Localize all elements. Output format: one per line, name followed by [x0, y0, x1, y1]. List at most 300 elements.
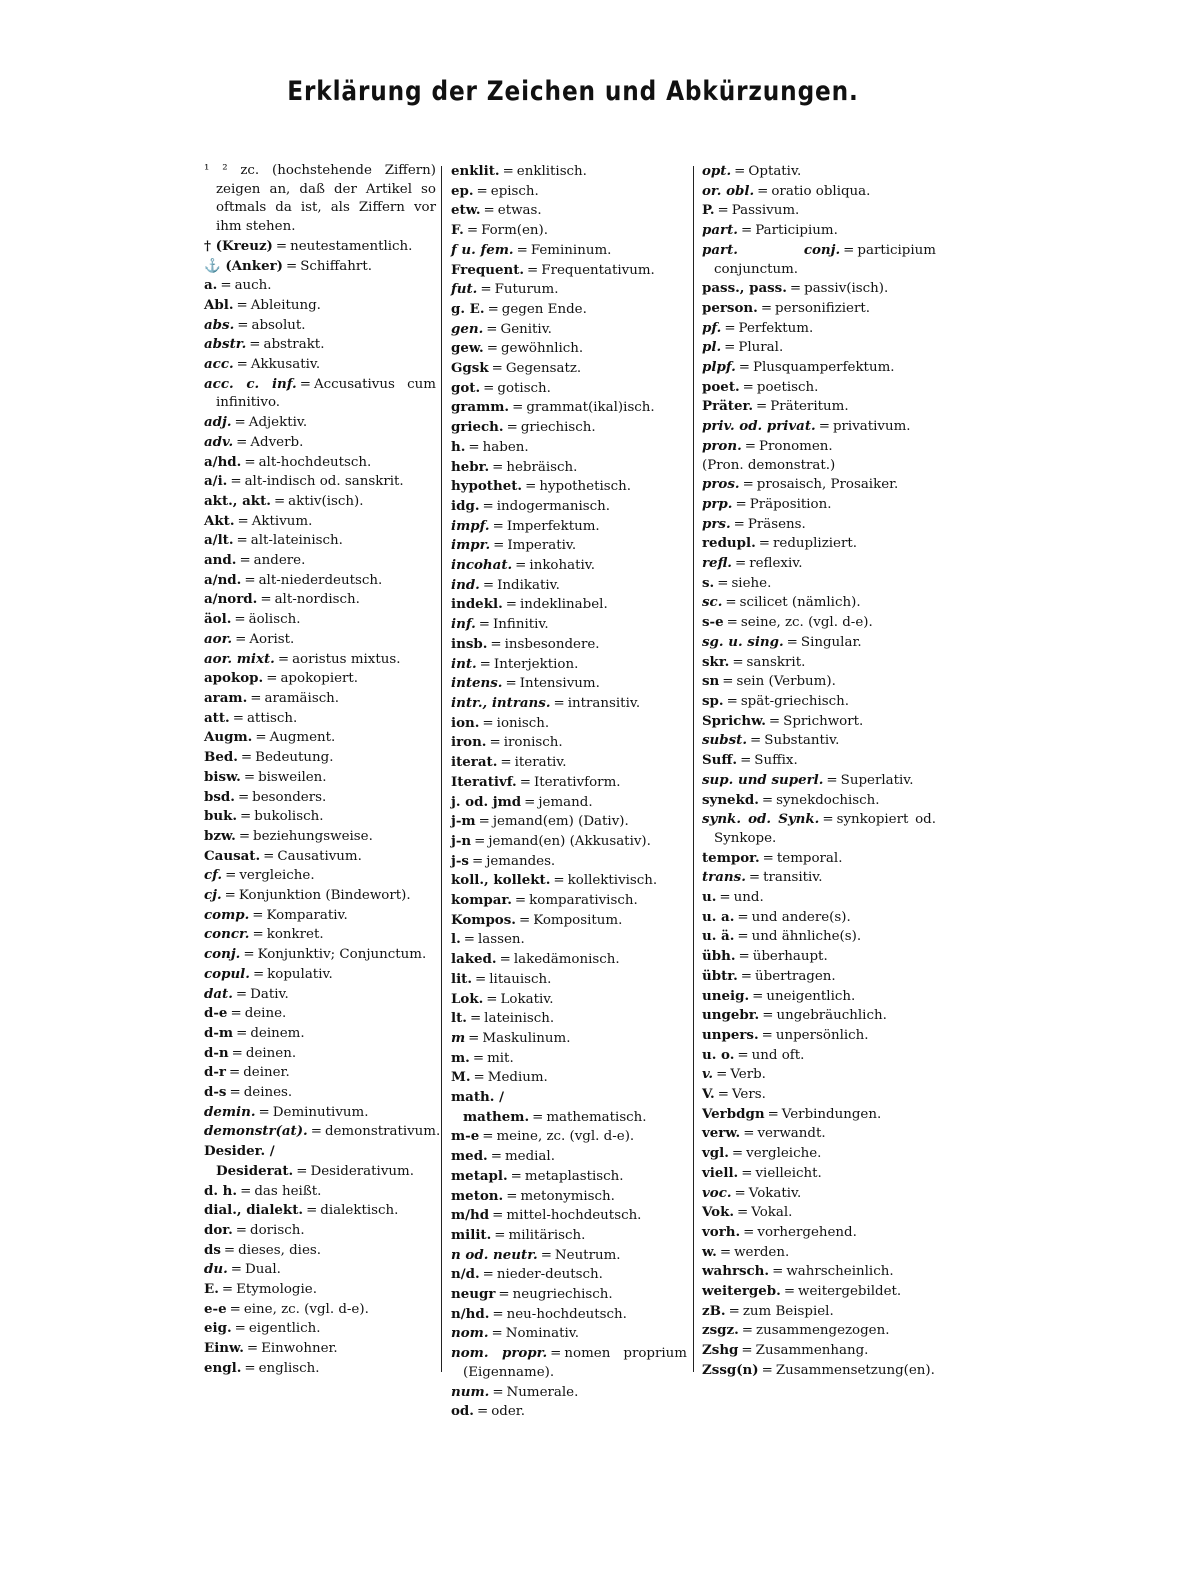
abbreviation-meaning: personifiziert. [775, 300, 871, 316]
equals-sign: = [734, 164, 746, 179]
abbreviation-term: impf. [451, 517, 490, 534]
abbreviation-meaning: das heißt. [254, 1183, 322, 1199]
abbreviation-column-3 [702, 162, 936, 1381]
abbreviation-term: weitergeb. [702, 1283, 781, 1300]
abbreviation-term: sc. [702, 594, 723, 611]
abbreviation-meaning: Vers. [731, 1087, 766, 1103]
abbreviation-meaning: Dativ. [250, 986, 289, 1002]
abbreviation-term: a/lt. [204, 532, 234, 549]
abbreviation-entry [204, 925, 436, 945]
abbreviation-entry [702, 1223, 936, 1243]
abbreviation-term: F. [451, 222, 464, 239]
abbreviation-term: subst. [702, 732, 748, 749]
abbreviation-meaning: jemand(em) (Dativ). [492, 814, 629, 830]
abbreviation-meaning: insbesondere. [504, 636, 600, 652]
abbreviation-term: abstr. [204, 336, 247, 353]
abbreviation-meaning: lateinisch. [484, 1011, 555, 1027]
equals-sign: = [492, 1384, 504, 1400]
abbreviation-meaning: übertragen. [755, 968, 836, 984]
equals-sign: = [223, 1242, 236, 1258]
equals-sign: = [512, 400, 524, 416]
abbreviation-entry [702, 534, 936, 554]
equals-sign: = [275, 238, 288, 254]
abbreviation-entry [702, 1184, 936, 1204]
abbreviation-meaning: intransitiv. [567, 695, 641, 711]
abbreviation-meaning: reflexiv. [749, 556, 803, 572]
equals-sign: = [719, 890, 731, 906]
abbreviation-term: Verbdgn [702, 1105, 765, 1122]
abbreviation-entry [702, 515, 936, 535]
abbreviation-meaning: nieder-deutsch. [496, 1267, 603, 1283]
equals-sign: = [768, 713, 781, 729]
abbreviation-term: äol. [204, 611, 232, 628]
equals-sign: = [761, 1362, 773, 1378]
abbreviation-meaning: hebräisch. [506, 459, 578, 475]
abbreviation-term: cf. [204, 867, 223, 884]
equals-sign: = [742, 379, 754, 395]
abbreviation-meaning: deiner. [243, 1065, 290, 1081]
abbreviation-term: d-m [204, 1024, 234, 1041]
abbreviation-column-2 [451, 162, 687, 1422]
abbreviation-entry [451, 1383, 687, 1403]
abbreviation-term: voc. [702, 1184, 732, 1201]
abbreviation-term: d-r [204, 1064, 226, 1081]
equals-sign: = [234, 415, 246, 431]
abbreviation-term: j-m [451, 813, 476, 830]
abbreviation-entry [451, 1049, 687, 1069]
abbreviation-entry [702, 1361, 936, 1381]
abbreviation-meaning: Zusammensetzung(en). [775, 1362, 935, 1378]
equals-sign: = [236, 434, 248, 450]
abbreviation-term: conj. [204, 946, 241, 963]
equals-sign: = [235, 1222, 248, 1238]
equals-sign: = [499, 952, 511, 968]
abbreviation-meaning: englisch. [258, 1360, 320, 1376]
abbreviation-entry [204, 847, 436, 867]
abbreviation-term: V. [702, 1086, 715, 1103]
abbreviation-meaning: absolut. [251, 317, 306, 333]
abbreviation-term: intens. [451, 675, 503, 692]
abbreviation-meaning: Imperfektum. [506, 518, 600, 534]
abbreviation-meaning: Konjunktion (Bindewort). [238, 888, 411, 904]
abbreviation-entry [702, 653, 936, 673]
abbreviation-term: u. o. [702, 1046, 735, 1063]
abbreviation-meaning: indeklinabel. [519, 597, 608, 613]
note-text: ¹ ² zc. (hochstehende Ziffern) zeigen an, daß der Artikel so oftmals da ist, als Ziffern vor ihm stehen. [204, 163, 436, 235]
abbreviation-entry [702, 908, 936, 928]
equals-sign: = [230, 474, 242, 490]
equals-sign: = [740, 753, 752, 769]
abbreviation-entry [702, 593, 936, 613]
equals-sign: = [505, 597, 517, 613]
equals-sign: = [760, 300, 773, 316]
abbreviation-entry [451, 497, 687, 517]
abbreviation-entry [451, 714, 687, 734]
abbreviation-meaning: überhaupt. [752, 949, 828, 965]
abbreviation-term: † (Kreuz) [204, 237, 273, 254]
abbreviation-meaning: privativum. [832, 419, 911, 435]
abbreviation-term: tempor. [702, 849, 760, 866]
abbreviation-entry [451, 261, 687, 281]
abbreviation-term: a/hd. [204, 453, 242, 470]
equals-sign: = [741, 1343, 753, 1359]
equals-sign: = [476, 1404, 489, 1420]
equals-sign: = [230, 1006, 242, 1022]
abbreviation-term: acc. [204, 356, 234, 373]
abbreviation-term: pron. [702, 437, 742, 454]
abbreviation-term: s-e [702, 614, 724, 631]
equals-sign: = [527, 262, 539, 278]
abbreviation-term: ⚓ (Anker) [204, 257, 283, 274]
abbreviation-term: got. [451, 379, 481, 396]
abbreviation-meaning: konkret. [266, 927, 324, 943]
abbreviation-meaning: Accusativus cum infinitivo. [216, 376, 436, 411]
abbreviation-entry [451, 1167, 687, 1187]
abbreviation-entry [702, 791, 936, 811]
equals-sign: = [263, 848, 275, 864]
abbreviation-entry [451, 773, 687, 793]
abbreviation-meaning: redupliziert. [773, 536, 857, 552]
abbreviation-term: refl. [702, 555, 732, 572]
abbreviation-meaning: attisch. [246, 710, 298, 726]
abbreviation-meaning: Passivum. [731, 203, 800, 219]
abbreviation-meaning: prosaisch, Prosaiker. [756, 477, 899, 493]
abbreviation-meaning: Etymologie. [236, 1282, 317, 1298]
abbreviation-meaning: Gegensatz. [505, 361, 582, 377]
abbreviation-term: verw. [702, 1125, 741, 1142]
equals-sign: = [234, 1321, 246, 1337]
equals-sign: = [252, 966, 265, 982]
abbreviation-term: med. [451, 1148, 488, 1165]
equals-sign: = [468, 1030, 480, 1046]
abbreviation-entry [451, 221, 687, 241]
abbreviation-term: sp. [702, 692, 724, 709]
equals-sign: = [489, 735, 501, 751]
abbreviation-entry [204, 630, 436, 650]
equals-sign: = [475, 971, 487, 987]
abbreviation-meaning: kollektivisch. [567, 873, 658, 889]
abbreviation-meaning: alt-nordisch. [274, 592, 360, 608]
abbreviation-meaning: indogermanisch. [496, 498, 610, 514]
abbreviation-meaning: Lokativ. [500, 991, 554, 1007]
equals-sign: = [483, 380, 495, 396]
equals-sign: = [255, 730, 267, 746]
abbreviation-meaning: gotisch. [497, 380, 551, 396]
abbreviation-meaning: gewöhnlich. [500, 341, 584, 357]
abbreviation-term: prs. [702, 515, 731, 532]
abbreviation-term: m. [451, 1049, 470, 1066]
abbreviation-term: part. [702, 222, 738, 239]
abbreviation-term: d. h. [204, 1182, 238, 1199]
equals-sign: = [491, 1326, 503, 1342]
abbreviation-meaning: wahrscheinlich. [786, 1264, 894, 1280]
abbreviation-term: P. [702, 202, 715, 219]
abbreviation-entry [204, 650, 436, 670]
abbreviation-meaning: etwas. [497, 203, 542, 219]
abbreviation-term: gew. [451, 340, 484, 357]
equals-sign: = [260, 592, 272, 608]
equals-sign: = [224, 888, 236, 904]
equals-sign: = [740, 223, 753, 239]
equals-sign: = [478, 617, 491, 633]
abbreviation-term: dial., dialekt. [204, 1202, 304, 1219]
abbreviation-entry [204, 1083, 436, 1103]
abbreviation-entry [204, 906, 436, 926]
abbreviation-meaning: Imperativ. [507, 538, 577, 554]
abbreviation-term: f u. fem. [451, 241, 514, 258]
abbreviation-entry [451, 615, 687, 635]
abbreviation-meaning: deine. [244, 1006, 287, 1022]
abbreviation-meaning: jemandes. [486, 853, 556, 869]
abbreviation-term: ds [204, 1241, 221, 1258]
abbreviation-meaning: Medium. [487, 1070, 548, 1086]
abbreviation-entry [451, 241, 687, 261]
abbreviation-term: enklit. [451, 163, 500, 179]
abbreviation-entry [451, 1246, 687, 1266]
abbreviation-meaning: dieses, dies. [238, 1242, 322, 1258]
equals-sign: = [273, 493, 286, 509]
abbreviation-meaning: Femininum. [530, 242, 612, 258]
abbreviation-meaning: und oft. [751, 1047, 805, 1063]
abbreviation-term: aram. [204, 689, 248, 706]
abbreviation-entry [451, 1324, 687, 1344]
abbreviation-meaning: weitergebildet. [798, 1284, 902, 1300]
abbreviation-meaning: meine, zc. (vgl. d-e). [496, 1129, 635, 1145]
abbreviation-meaning: alt-hochdeutsch. [258, 454, 372, 470]
abbreviation-entry [702, 1006, 936, 1026]
abbreviation-term: inf. [451, 616, 476, 633]
abbreviation-term: Bed. [204, 749, 238, 766]
abbreviation-term: sg. u. sing. [702, 633, 784, 650]
abbreviation-entry [702, 1144, 936, 1164]
equals-sign: = [740, 968, 753, 984]
equals-sign: = [482, 577, 495, 593]
equals-sign: = [748, 870, 761, 886]
abbreviation-meaning: enklitisch. [516, 164, 587, 179]
equals-sign: = [722, 674, 734, 690]
equals-sign: = [236, 297, 248, 313]
abbreviation-meaning: deinen. [245, 1045, 297, 1061]
abbreviation-term: ind. [451, 576, 480, 593]
abbreviation-term: sn [702, 673, 720, 690]
abbreviation-meaning: Indikativ. [497, 577, 560, 593]
abbreviation-term: m [451, 1029, 466, 1046]
abbreviation-entry [204, 590, 436, 610]
abbreviation-entry [451, 793, 687, 813]
abbreviation-term: redupl. [702, 535, 756, 552]
abbreviation-meaning: Superlativ. [840, 772, 914, 788]
abbreviation-term: dor. [204, 1221, 233, 1238]
abbreviation-entry [451, 1009, 687, 1029]
abbreviation-term: synekd. [702, 791, 759, 808]
abbreviation-term: u. a. [702, 908, 735, 925]
abbreviation-entry [702, 221, 936, 241]
equals-sign: = [482, 1267, 494, 1283]
abbreviation-meaning: participium conjunctum. [714, 242, 936, 277]
equals-sign: = [240, 809, 252, 825]
equals-sign: = [494, 1227, 506, 1243]
abbreviation-entry [451, 517, 687, 537]
equals-sign: = [476, 183, 488, 199]
abbreviation-entry [204, 1359, 436, 1379]
abbreviation-meaning: Ableitung. [250, 297, 321, 313]
abbreviation-term: pf. [702, 319, 722, 336]
abbreviation-term: g. E. [451, 300, 485, 317]
equals-sign: = [716, 1067, 728, 1083]
abbreviation-term: gramm. [451, 399, 510, 416]
equals-sign: = [757, 183, 769, 199]
abbreviation-meaning: Adverb. [250, 434, 304, 450]
abbreviation-entry [451, 418, 687, 438]
equals-sign: = [762, 850, 774, 866]
abbreviation-meaning: vielleicht. [755, 1165, 822, 1181]
abbreviation-meaning: oratio obliqua. [771, 183, 871, 199]
abbreviation-entry [451, 458, 687, 478]
abbreviation-term: Iterativf. [451, 773, 517, 790]
abbreviation-term: Ggsk [451, 360, 489, 377]
abbreviation-meaning: Einwohner. [261, 1341, 338, 1357]
abbreviation-meaning: Interjektion. [493, 656, 579, 672]
equals-sign: = [726, 615, 738, 631]
abbreviation-entry [702, 1302, 936, 1322]
abbreviation-entry [451, 162, 687, 182]
abbreviation-meaning: griechisch. [520, 420, 596, 436]
equals-sign: = [225, 868, 237, 884]
abbreviation-meaning: eine, zc. (vgl. d-e). [243, 1301, 369, 1317]
equals-sign: = [234, 612, 246, 628]
abbreviation-meaning: besonders. [252, 789, 327, 805]
equals-sign: = [221, 1282, 234, 1298]
abbreviation-meaning: transitiv. [763, 870, 823, 886]
abbreviation-meaning: temporal. [776, 850, 843, 866]
abbreviation-entry [204, 1182, 436, 1202]
abbreviation-term: Causat. [204, 847, 261, 864]
equals-sign: = [244, 454, 256, 470]
abbreviation-entry [204, 375, 436, 413]
abbreviation-entry [204, 709, 436, 729]
abbreviation-entry [702, 299, 936, 319]
equals-sign: = [486, 321, 498, 337]
abbreviation-entry [451, 576, 687, 596]
equals-sign: = [750, 733, 762, 749]
abbreviation-meaning: komparativisch. [529, 893, 638, 909]
abbreviation-entry [204, 1260, 436, 1280]
abbreviation-term: Einw. [204, 1340, 244, 1357]
abbreviation-meaning: siehe. [731, 575, 772, 591]
abbreviation-entry [204, 886, 436, 906]
abbreviation-entry [702, 1046, 936, 1066]
abbreviation-meaning: Desiderativum. [310, 1163, 414, 1179]
abbreviation-meaning: Singular. [800, 634, 862, 650]
abbreviation-entry [702, 397, 936, 417]
abbreviation-term: adv. [204, 433, 234, 450]
abbreviation-term: n od. neutr. [451, 1246, 538, 1263]
abbreviation-meaning: jemand. [538, 794, 593, 810]
abbreviation-meaning: uneigentlich. [766, 988, 856, 1004]
abbreviation-term: hebr. [451, 458, 490, 475]
abbreviation-entry [204, 807, 436, 827]
abbreviation-meaning: sein (Verbum). [736, 674, 836, 690]
abbreviation-entry [204, 689, 436, 709]
abbreviation-meaning: zum Beispiel. [742, 1303, 834, 1319]
equals-sign: = [306, 1203, 318, 1219]
abbreviation-meaning: vorhergehend. [757, 1224, 857, 1240]
abbreviation-term: lit. [451, 970, 473, 987]
abbreviation-term: or. obl. [702, 182, 755, 199]
equals-sign: = [244, 1360, 256, 1376]
abbreviation-meaning: und. [733, 890, 764, 906]
abbreviation-entry [204, 453, 436, 473]
equals-sign: = [228, 1065, 241, 1081]
abbreviation-entry [451, 990, 687, 1010]
abbreviation-term: d-s [204, 1084, 227, 1101]
abbreviation-entry [702, 868, 936, 888]
abbreviation-entry [451, 398, 687, 418]
abbreviation-entry [204, 472, 436, 492]
equals-sign: = [737, 1205, 749, 1221]
abbreviation-meaning: dialektisch. [320, 1203, 399, 1219]
abbreviation-meaning: bisweilen. [258, 769, 327, 785]
abbreviation-term: num. [451, 1383, 490, 1400]
equals-sign: = [506, 1188, 518, 1204]
abbreviation-entry [204, 162, 436, 237]
abbreviation-term: w. [702, 1243, 717, 1260]
equals-sign: = [772, 1264, 784, 1280]
abbreviation-meaning: gegen Ende. [501, 301, 587, 317]
equals-sign: = [732, 654, 744, 670]
equals-sign: = [737, 929, 749, 945]
equals-sign: = [479, 656, 491, 672]
abbreviation-entry [451, 891, 687, 911]
equals-sign: = [237, 789, 250, 805]
equals-sign: = [492, 1208, 504, 1224]
abbreviation-term: nom. propr. [451, 1345, 548, 1362]
abbreviation-term: person. [702, 299, 758, 316]
abbreviation-meaning: Aorist. [249, 631, 295, 647]
abbreviation-term: engl. [204, 1359, 242, 1376]
abbreviation-entry [451, 1088, 687, 1127]
abbreviation-meaning: Nominativ. [505, 1326, 579, 1342]
equals-sign: = [818, 419, 830, 435]
abbreviation-term: nom. [451, 1325, 489, 1342]
abbreviation-term: ep. [451, 182, 474, 199]
abbreviation-entry [204, 355, 436, 375]
equals-sign: = [719, 1244, 732, 1260]
abbreviation-term: Desider. / Desiderat. [204, 1143, 294, 1179]
abbreviation-term: etw. [451, 202, 481, 219]
abbreviation-entry [204, 237, 436, 257]
equals-sign: = [744, 438, 756, 454]
equals-sign: = [463, 932, 475, 948]
abbreviation-term: lt. [451, 1010, 467, 1027]
abbreviation-term: Lok. [451, 990, 484, 1007]
abbreviation-term: skr. [702, 653, 730, 670]
equals-sign: = [742, 477, 754, 493]
equals-sign: = [735, 496, 747, 512]
abbreviation-entry [451, 438, 687, 458]
abbreviation-term: indekl. [451, 596, 503, 613]
abbreviation-meaning: unpersönlich. [775, 1027, 869, 1043]
equals-sign: = [724, 340, 736, 356]
equals-sign: = [492, 518, 504, 534]
abbreviation-meaning: vergleiche. [746, 1146, 822, 1162]
abbreviation-term: unpers. [702, 1026, 759, 1043]
abbreviation-meaning: jemand(en) (Akkusativ). [488, 833, 651, 849]
abbreviation-entry [204, 1300, 436, 1320]
abbreviation-entry [702, 475, 936, 495]
equals-sign: = [761, 792, 774, 808]
abbreviation-entry [702, 712, 936, 732]
